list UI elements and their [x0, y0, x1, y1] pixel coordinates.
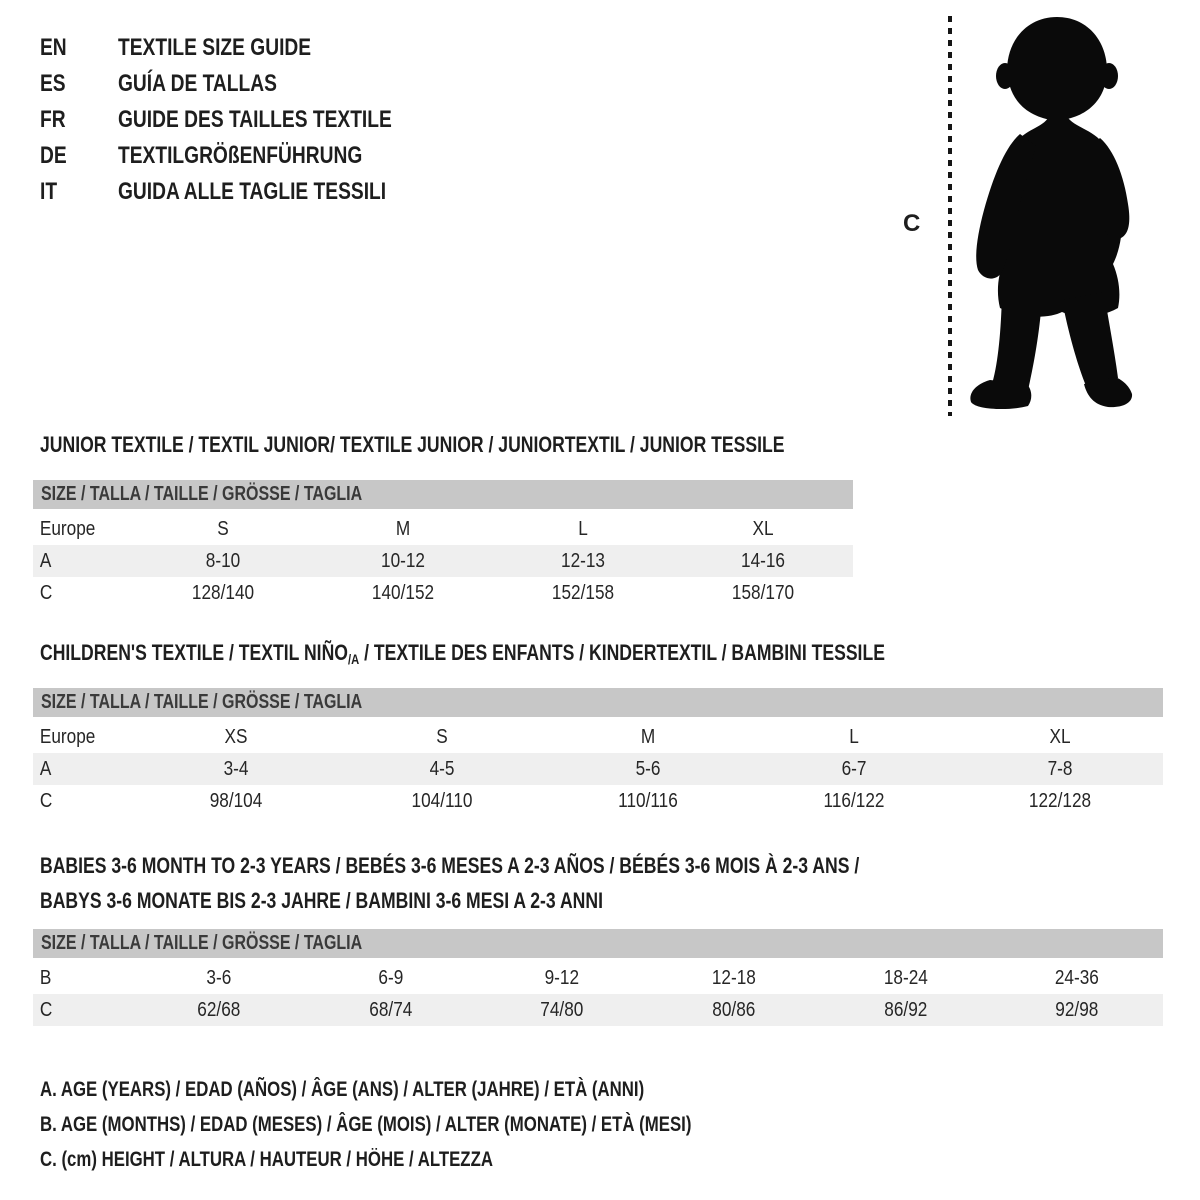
language-row-de — [40, 138, 460, 174]
size-cell: XS — [224, 725, 248, 748]
table-row-europe — [33, 721, 1163, 753]
table-row-height — [33, 577, 853, 609]
size-cell: 3-6 — [206, 966, 232, 989]
language-row-fr — [40, 102, 460, 138]
height-measure-line — [948, 16, 952, 416]
section-heading-babies-line2: BABYS 3-6 MONATE BIS 2-3 JAHRE / BAMBINI 3-6 MESI A 2-3 ANNI — [40, 888, 603, 913]
language-code: IT — [40, 178, 58, 205]
row-label: B — [39, 966, 52, 989]
size-cell: 8-10 — [205, 549, 241, 572]
language-code: EN — [40, 34, 67, 61]
size-cell: 24-36 — [1055, 966, 1100, 989]
row-label: C — [39, 581, 53, 604]
size-cell: M — [640, 725, 656, 748]
language-list — [40, 30, 460, 210]
language-row-es — [40, 66, 460, 102]
size-cell: 98/104 — [209, 789, 263, 812]
size-cell: 14-16 — [741, 549, 785, 572]
size-cell: 5-6 — [635, 757, 661, 780]
legend-line-c-text: C. (cm) HEIGHT / ALTURA / HAUTEUR / HÖHE / ALTEZZA — [40, 1147, 493, 1171]
size-cell: 10-12 — [381, 549, 425, 572]
size-cell: 110/116 — [618, 789, 678, 812]
legend-line-a-text: A. AGE (YEARS) / EDAD (AÑOS) / ÂGE (ANS) / ALTER (JAHRE) / ETÀ (ANNI) — [40, 1077, 645, 1101]
size-cell: 152/158 — [551, 581, 615, 604]
language-row-en — [40, 30, 460, 66]
size-cell: 4-5 — [429, 757, 455, 780]
language-code: ES — [40, 70, 66, 97]
size-cell: 6-7 — [841, 757, 867, 780]
size-cell: 86/92 — [883, 998, 928, 1021]
size-header-bar — [33, 688, 1163, 717]
size-cell: 68/74 — [368, 998, 413, 1021]
size-cell: 74/80 — [540, 998, 584, 1021]
size-table-junior — [33, 480, 853, 609]
size-cell: 6-9 — [378, 966, 403, 989]
table-row-height — [33, 785, 1163, 817]
section-heading-junior — [40, 432, 971, 458]
legend-line-b-text: B. AGE (MONTHS) / EDAD (MESES) / ÂGE (MOIS) / ALTER (MONATE) / ETÀ (MESI) — [40, 1112, 692, 1136]
size-cell: M — [395, 517, 411, 540]
section-heading-junior-text: JUNIOR TEXTILE / TEXTIL JUNIOR/ TEXTILE JUNIOR / JUNIORTEXTIL / JUNIOR TESSILE — [40, 432, 785, 457]
heading-pre: CHILDREN'S TEXTILE / TEXTIL NIÑO — [40, 640, 348, 665]
section-heading-children — [40, 640, 1096, 667]
table-row-months — [33, 962, 1163, 994]
size-cell: 116/122 — [823, 789, 885, 812]
row-label: C — [39, 789, 53, 812]
size-cell: 3-4 — [223, 757, 249, 780]
size-cell: 62/68 — [197, 998, 241, 1021]
size-cell: 12-18 — [711, 966, 756, 989]
size-cell: 122/128 — [1028, 789, 1092, 812]
measure-label-c: C — [903, 210, 921, 237]
table-row-europe — [33, 513, 853, 545]
legend-line-a — [40, 1072, 854, 1107]
section-heading-children-text — [40, 640, 885, 667]
legend-line-c — [40, 1142, 854, 1177]
size-cell: 80/86 — [712, 998, 756, 1021]
language-code: DE — [40, 142, 67, 169]
size-cell: S — [436, 725, 448, 748]
size-cell: 7-8 — [1047, 757, 1073, 780]
size-cell: 92/98 — [1055, 998, 1099, 1021]
size-cell: 12-13 — [561, 549, 605, 572]
size-table-children — [33, 688, 1163, 817]
size-cell: 140/152 — [371, 581, 435, 604]
row-label: Europe — [39, 517, 96, 540]
row-label: C — [39, 998, 53, 1021]
language-code: FR — [40, 106, 66, 133]
language-title: TEXTILGRÖßENFÜHRUNG — [118, 142, 363, 169]
size-cell: S — [217, 517, 229, 540]
size-cell: XL — [752, 517, 774, 540]
row-label: Europe — [39, 725, 96, 748]
size-cell: 158/170 — [731, 581, 795, 604]
size-cell: L — [849, 725, 859, 748]
row-label: A — [39, 757, 52, 780]
size-cell: 18-24 — [883, 966, 928, 989]
size-header-bar-text: SIZE / TALLA / TAILLE / GRÖSSE / TAGLIA — [41, 691, 363, 713]
size-header-bar — [33, 480, 853, 509]
size-table-babies — [33, 929, 1163, 1026]
heading-sub: /A — [347, 651, 360, 667]
section-heading-babies — [40, 848, 1064, 918]
toddler-silhouette-icon — [966, 14, 1136, 414]
table-row-age — [33, 753, 1163, 785]
row-label: A — [39, 549, 52, 572]
language-title: GUÍA DE TALLAS — [118, 70, 277, 97]
language-row-it — [40, 174, 460, 210]
section-heading-babies-line1: BABIES 3-6 MONTH TO 2-3 YEARS / BEBÉS 3-6 MESES A 2-3 AÑOS / BÉBÉS 3-6 MOIS À 2-3 ANS / — [40, 853, 860, 878]
heading-post: / TEXTILE DES ENFANTS / KINDERTEXTIL / BAMBINI TESSILE — [359, 640, 885, 665]
size-cell: L — [578, 517, 588, 540]
size-cell: XL — [1049, 725, 1071, 748]
size-cell: 128/140 — [191, 581, 255, 604]
size-header-bar-text: SIZE / TALLA / TAILLE / GRÖSSE / TAGLIA — [41, 932, 363, 954]
language-title: TEXTILE SIZE GUIDE — [118, 34, 312, 61]
language-title: GUIDE DES TAILLES TEXTILE — [118, 106, 392, 133]
size-header-bar — [33, 929, 1163, 958]
legend — [40, 1072, 854, 1177]
size-cell: 9-12 — [544, 966, 580, 989]
table-row-age — [33, 545, 853, 577]
table-row-height — [33, 994, 1163, 1026]
size-cell: 104/110 — [411, 789, 473, 812]
size-header-bar-text: SIZE / TALLA / TAILLE / GRÖSSE / TAGLIA — [41, 483, 363, 505]
legend-line-b — [40, 1107, 854, 1142]
language-title: GUIDA ALLE TAGLIE TESSILI — [118, 178, 387, 205]
